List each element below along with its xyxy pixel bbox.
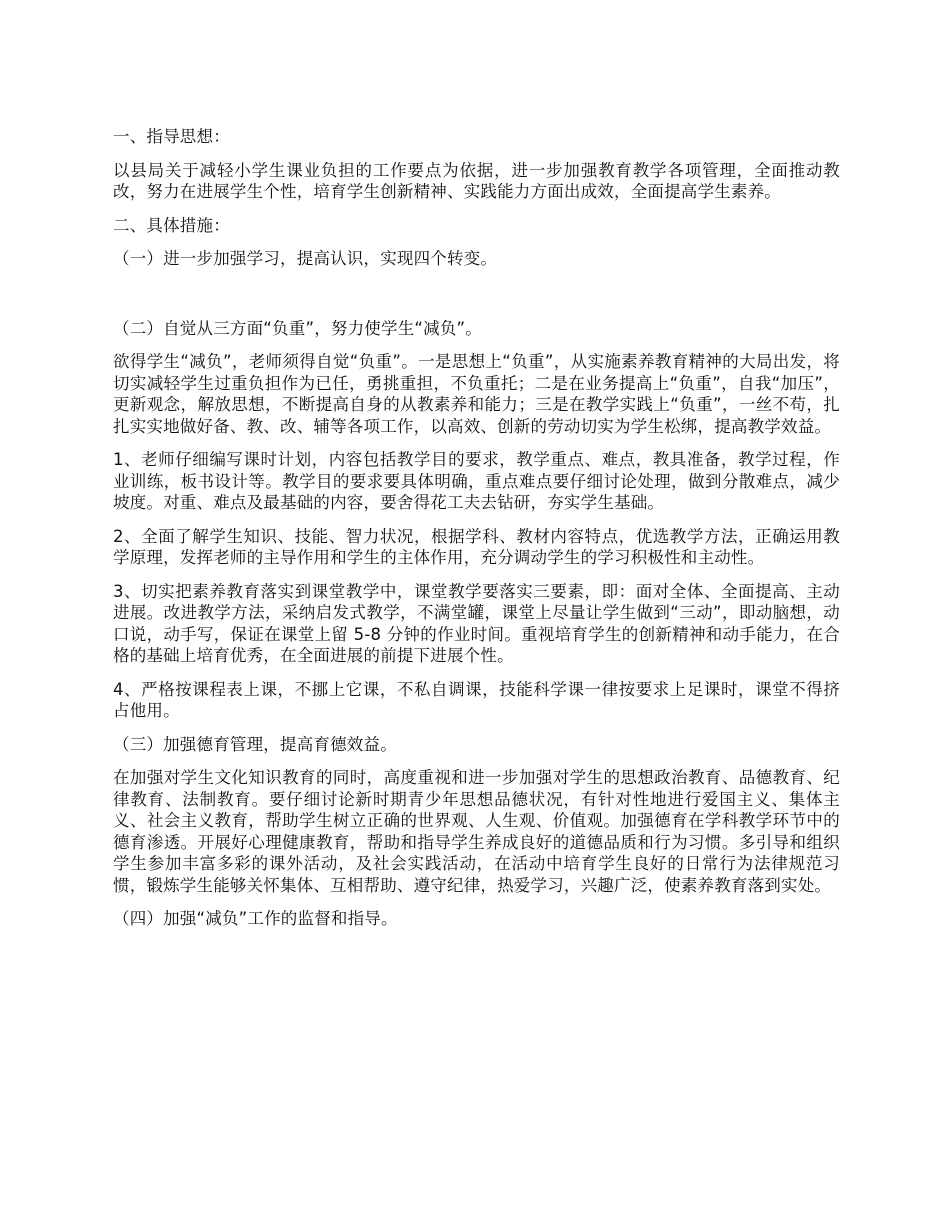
paragraph-item-3: 3、切实把素养教育落实到课堂教学中，课堂教学要落实三要素，即：面对全体、全面提高、主动进展。改进教学方法，采纳启发式教学，不满堂罐，课堂上尽量让学生做到“三动”，即动脑想，动口说，动手写，保证在课堂上留 5-8 分钟的作业时间。重视培育学生的创新精神和动手能力，在合格的基础上培育优秀，在全面进展的前提下进展个性。 <box>113 581 840 665</box>
subsection-heading-1: （一）进一步加强学习，提高认识，实现四个转变。 <box>113 249 498 268</box>
section-heading-specific-measures: 二、具体措施： <box>113 215 230 235</box>
subsection-heading-3: （三）加强德育管理，提高育德效益。 <box>113 734 397 754</box>
blank-space <box>113 282 840 318</box>
paragraph-moral-education: 在加强对学生文化知识教育的同时，高度重视和进一步加强对学生的思想政治教育、品德教育、纪律教育、法制教育。要仔细讨论新时期青少年思想品德状况，有针对性地进行爱国主义、集体主义、社会主义教育，帮助学生树立正确的世界观、人生观、价值观。加强德育在学科教学环节中的德育渗透。开展好心理健康教育，帮助和指导学生养成良好的道德品质和行为习惯。多引导和组织学生参加丰富多彩的课外活动，及社会实践活动，在活动中培育学生良好的日常行为法律规范习惯，锻炼学生能够关怀集体、互相帮助、遵守纪律，热爱学习，兴趣广泛，使素养教育落到实处。 <box>113 768 840 895</box>
paragraph-item-4: 4、严格按课程表上课，不挪上它课，不私自调课，技能科学课一律按要求上足课时，课堂不得挤占他用。 <box>113 679 840 720</box>
paragraph-item-2: 2、全面了解学生知识、技能、智力状况，根据学科、教材内容特点，优选教学方法，正确运用教学原理，发挥老师的主导作用和学生的主体作用，充分调动学生的学习积极性和主动性。 <box>113 526 840 567</box>
paragraph-teacher-burden: 欲得学生“减负”，老师须得自觉“负重”。一是思想上“负重”，从实施素养教育精神的大局出发，将切实减轻学生过重负担作为已任，勇挑重担，不负重托；二是在业务提高上“负重”，自我“加压”，更新观念，解放思想，不断提高自身的从教素养和能力；三是在教学实践上“负重”，一丝不苟，扎扎实实地做好备、教、改、辅等各项工作，以高效、创新的劳动切实为学生松绑，提高教学效益。 <box>113 352 840 436</box>
section-heading-guiding-ideology: 一、指导思想： <box>113 127 230 146</box>
paragraph-guiding-ideology: 以县局关于减轻小学生课业负担的工作要点为依据，进一步加强教育教学各项管理，全面推动教改，努力在进展学生个性，培育学生创新精神、实践能力方面出成效，全面提高学生素养。 <box>113 160 840 201</box>
document-body <box>113 126 840 942</box>
paragraph-item-1: 1、老师仔细编写课时计划，内容包括教学目的要求，教学重点、难点，教具准备，教学过程，作业训练，板书设计等。教学目的要求要具体明确，重点难点要仔细讨论处理，做到分散难点，减少坡度。对重、难点及最基础的内容，要舍得花工夫去钻研，夯实学生基础。 <box>113 450 840 512</box>
subsection-heading-4: （四）加强“减负”工作的监督和指导。 <box>113 909 398 928</box>
subsection-heading-2: （二）自觉从三方面“负重”，努力使学生“减负”。 <box>113 318 482 338</box>
